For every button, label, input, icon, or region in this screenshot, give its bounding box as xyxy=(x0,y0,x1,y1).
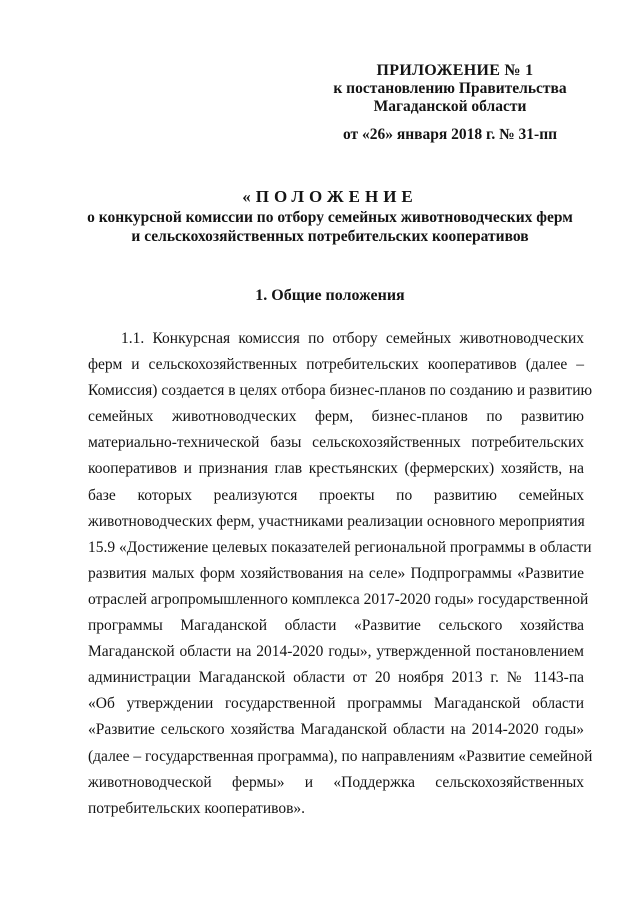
text-line: 15.9 «Достижение целевых показателей региональной программы в области xyxy=(88,538,592,556)
text-line: ферм и сельскохозяйственных потребительских кооперативов (далее – xyxy=(88,356,584,374)
text-line: «Об утверждении государственной программы Магаданской области xyxy=(88,695,584,713)
document-title: «ПОЛОЖЕНИЕ xyxy=(242,187,418,206)
text-line: 1.1. Конкурсная комиссия по отбору семейных животноводческих xyxy=(121,330,584,347)
text-line: (далее – государственная программа), по направлениям «Развитие семейной xyxy=(88,747,593,765)
text-line: кооперативов и признания глав крестьянских (фермерских) хозяйств, на xyxy=(88,460,584,478)
text-line: Комиссия) создается в целях отбора бизнес-планов по созданию и развитию xyxy=(88,382,593,400)
text-line: базе которых реализуются проекты по развитию семейных xyxy=(88,486,584,504)
text-line: животноводческих ферм, участниками реализации основного мероприятия xyxy=(88,512,585,530)
appendix-title: ПРИЛОЖЕНИЕ № 1 xyxy=(376,62,534,79)
text-line: потребительских кооперативов». xyxy=(88,799,306,817)
appendix-resolution-line: к постановлению Правительства xyxy=(333,80,567,97)
text-line: животноводческой фермы» и «Поддержка сельскохозяйственных xyxy=(88,773,584,791)
document-subtitle-line-1: о конкурсной комиссии по отбору семейных животноводческих ферм xyxy=(87,209,573,226)
text-line: отраслей агропромышленного комплекса 2017-2020 годы» государственной xyxy=(88,590,589,608)
appendix-region-line: Магаданской области xyxy=(373,98,527,115)
text-line: материально-технической базы сельскохозяйственных потребительских xyxy=(88,434,584,452)
section-title: 1. Общие положения xyxy=(255,287,405,304)
text-line: Магаданской области на 2014-2020 годы», утвержденной постановлением xyxy=(88,643,584,661)
document-subtitle-line-2: и сельскохозяйственных потребительских кооперативов xyxy=(131,228,529,245)
text-line: семейных животноводческих ферм, бизнес-планов по развитию xyxy=(88,408,584,426)
text-line: программы Магаданской области «Развитие сельского хозяйства xyxy=(88,617,584,635)
text-line: «Развитие сельского хозяйства Магаданской области на 2014-2020 годы» xyxy=(88,721,584,739)
text-line: развития малых форм хозяйствования на селе» Подпрограммы «Развитие xyxy=(88,564,584,582)
paragraph-1-1 xyxy=(88,326,593,822)
appendix-block xyxy=(300,62,600,144)
appendix-date-line: от «26» января 2018 г. № 31-пп xyxy=(342,126,558,143)
text-line: администрации Магаданской области от 20 ноября 2013 г. № 1143-па xyxy=(88,669,584,687)
document-heading xyxy=(60,186,600,246)
